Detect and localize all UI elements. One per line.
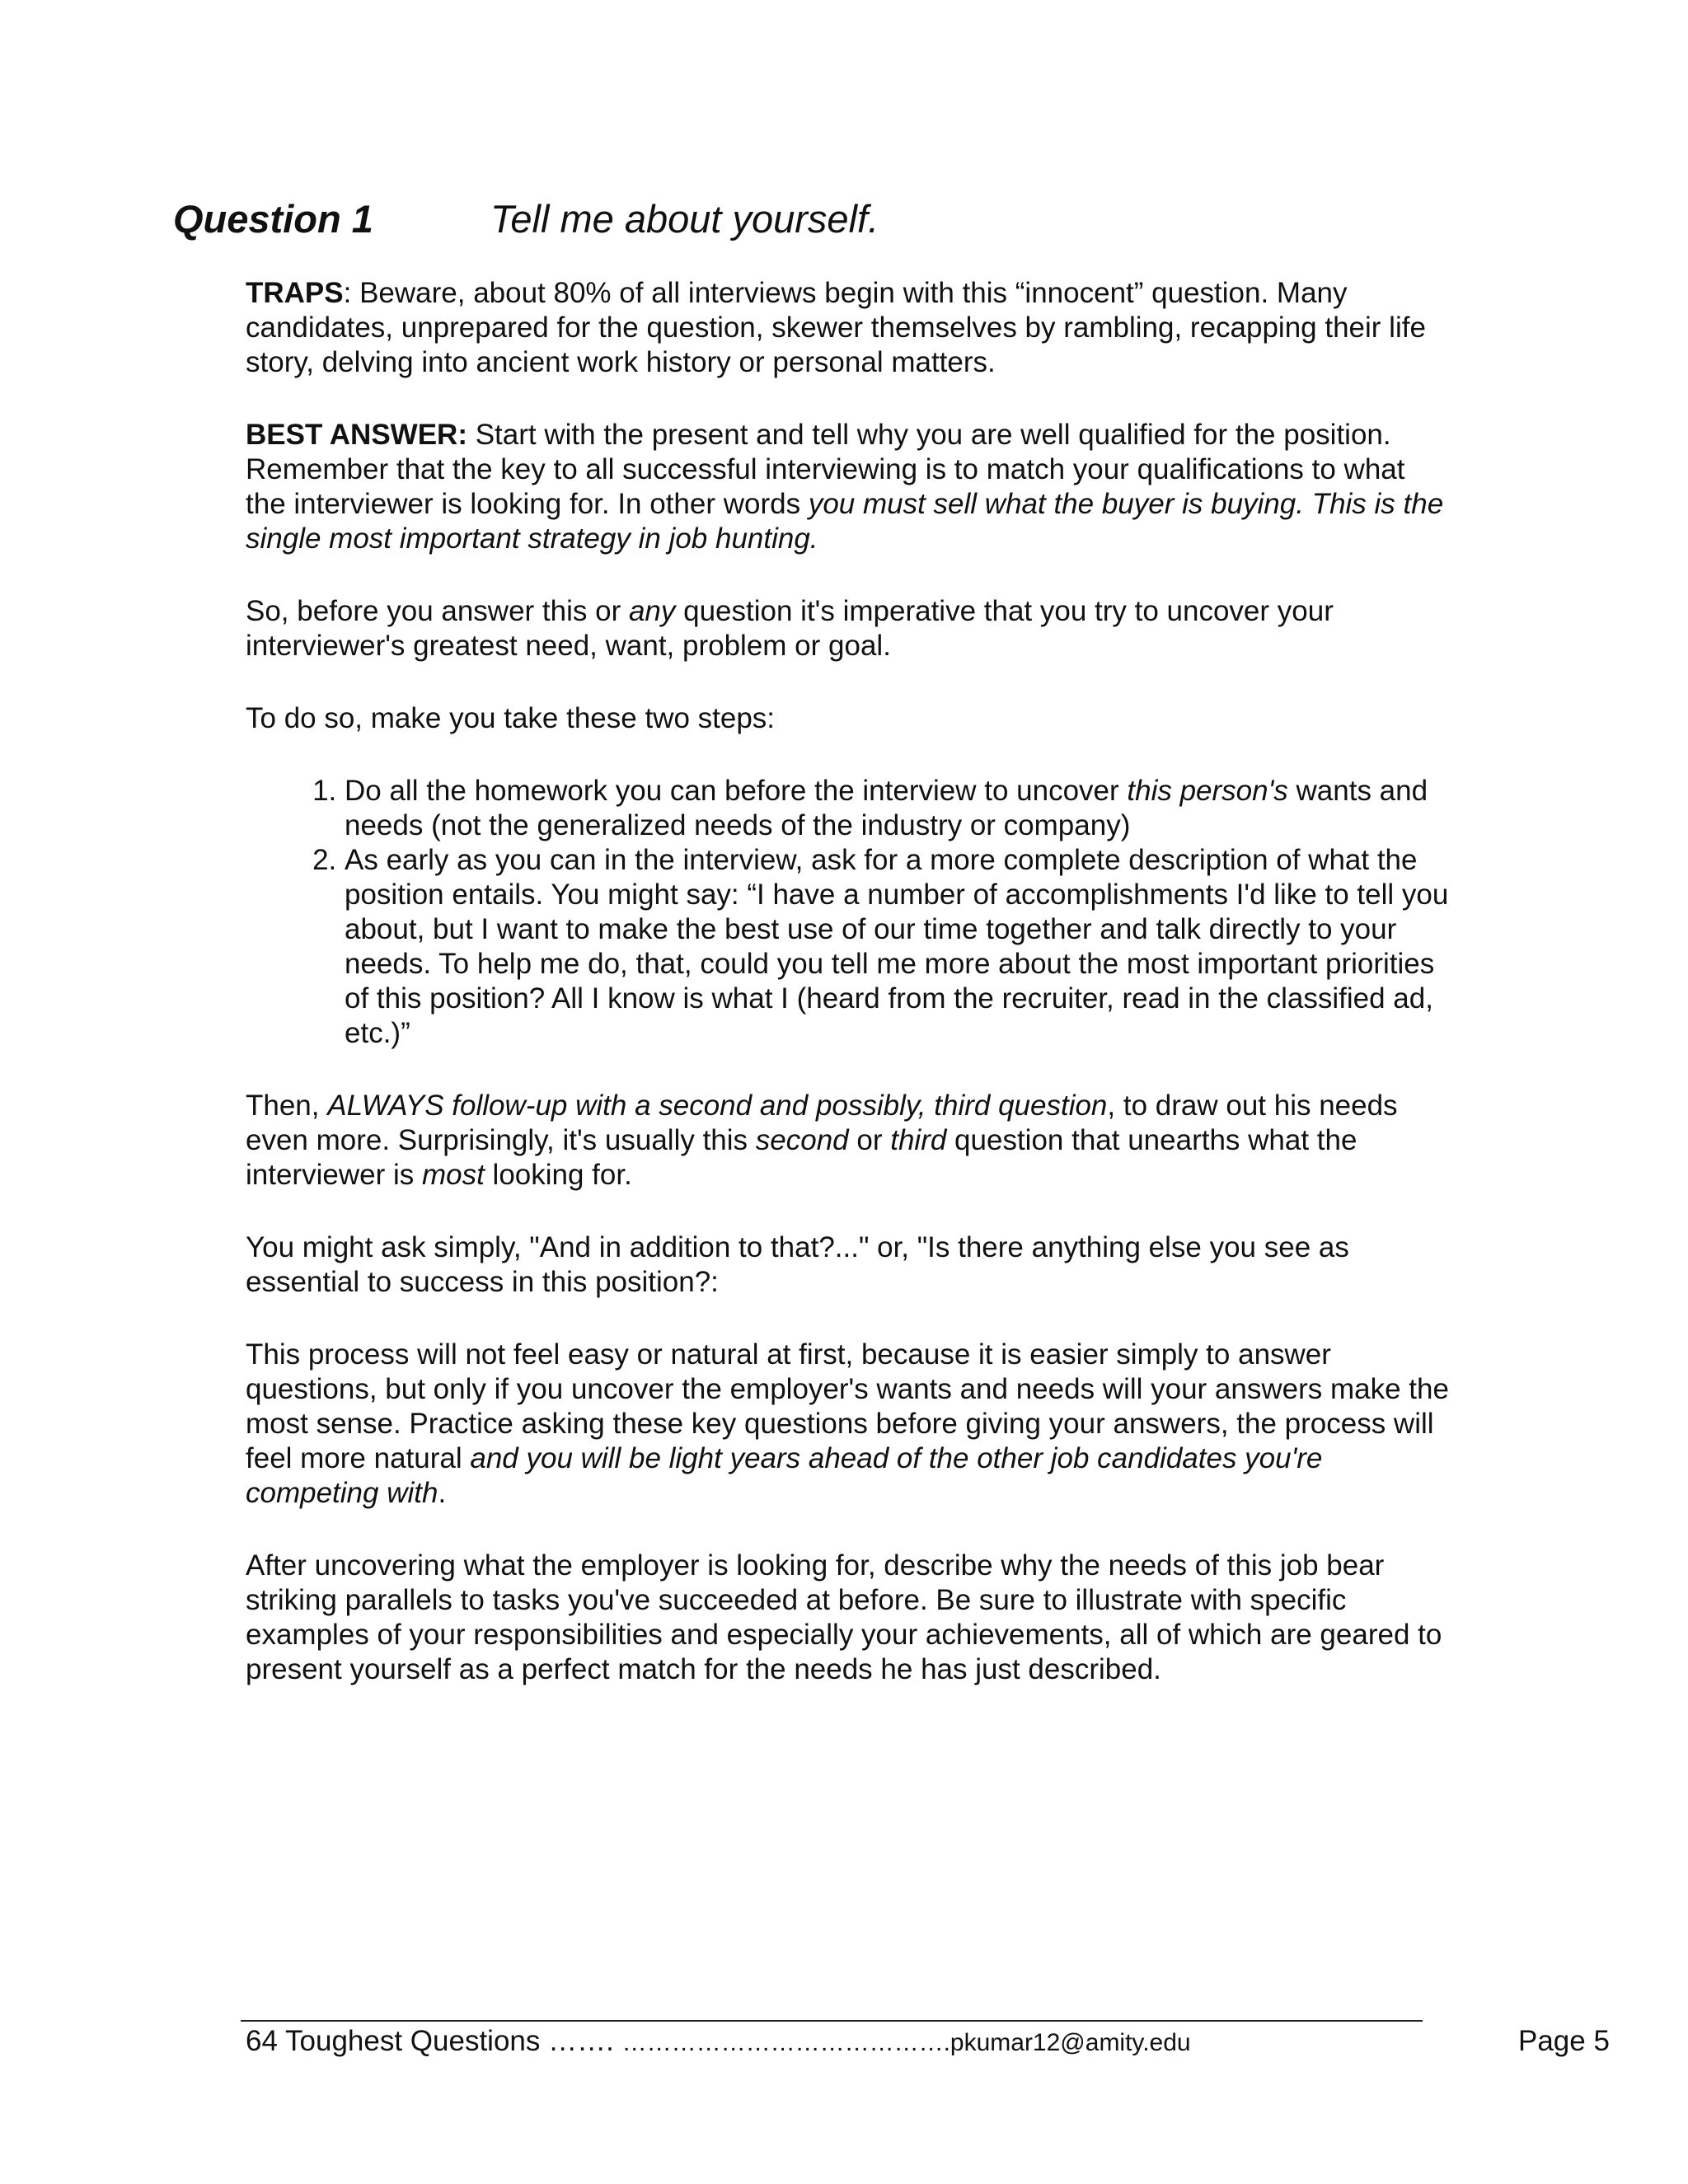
step-item bbox=[345, 774, 1449, 843]
footer-text bbox=[246, 2023, 1191, 2061]
best-answer-label: BEST ANSWER: bbox=[246, 419, 467, 451]
traps-text: : Beware, about 80% of all interviews begin with this “innocent” question. Many candidates, unprepared for the question, skewer themselves by rambling, recapping their life story, delving into ancient work history or personal matters. bbox=[246, 277, 1426, 378]
step-item bbox=[345, 843, 1449, 1051]
after-paragraph: After uncovering what the employer is looking for, describe why the needs of this job bear striking parallels to tasks you've succeeded at before. Be sure to illustrate with specific examples of your responsibilities and especially your achievements, all of which are geared to present yourself as a perfect match for the needs he has just described. bbox=[246, 1549, 1442, 1685]
best-answer-paragraph bbox=[246, 418, 1449, 556]
ask-paragraph: You might ask simply, "And in addition to that?..." or, "Is there anything else you see as essential to success in this position?: bbox=[246, 1231, 1349, 1298]
follow-up-third: third bbox=[890, 1124, 947, 1156]
follow-up-text-c: , to draw out his needs even more. Surprisingly, it's usually this bbox=[246, 1090, 1398, 1156]
answer-body bbox=[246, 276, 1449, 1725]
process-emphasis: and you will be light years ahead of the other job candidates you're competing with bbox=[246, 1442, 1323, 1509]
before-answer-text-a: So, before you answer this or bbox=[246, 595, 629, 627]
footer-divider bbox=[241, 2020, 1423, 2022]
follow-up-second: second bbox=[755, 1124, 849, 1156]
process-text-c: . bbox=[438, 1477, 447, 1509]
before-answer-text-c: question it's imperative that you try to uncover your interviewer's greatest need, want, problem or goal. bbox=[246, 595, 1334, 662]
footer-title: 64 Toughest Questions ……. bbox=[246, 2025, 622, 2057]
follow-up-most: most bbox=[421, 1159, 485, 1191]
traps-paragraph bbox=[246, 276, 1449, 380]
step-one-text-a: Do all the homework you can before the interview to uncover bbox=[345, 775, 1128, 807]
step-one-emphasis: this person's bbox=[1127, 775, 1288, 807]
traps-label: TRAPS bbox=[246, 277, 344, 309]
step-two-text: As early as you can in the interview, ask for a more complete description of what the position entails. You might say: “I have a number of accomplishments I'd like to tell you about, but I want to make the best use of our time together and talk directly to your needs. To help me do, that, could you tell me more about the most important priorities of this position? All I know is what I (heard from the recruiter, read in the classified ad, etc.)” bbox=[345, 844, 1449, 1049]
page-number: Page 5 bbox=[1518, 2025, 1610, 2057]
question-heading bbox=[173, 194, 879, 244]
question-title: Tell me about yourself. bbox=[490, 197, 879, 241]
process-paragraph bbox=[246, 1338, 1449, 1511]
step-one-text-c: wants and needs (not the generalized needs of the industry or company) bbox=[345, 775, 1428, 841]
steps-intro-paragraph: To do so, make you take these two steps: bbox=[246, 702, 776, 734]
follow-up-text-e: or bbox=[848, 1124, 891, 1156]
follow-up-text-g: question that unearths what the interviewer is bbox=[246, 1124, 1357, 1191]
footer-email: ………………………………….pkumar12@amity.edu bbox=[621, 2029, 1191, 2056]
follow-up-emphasis: ALWAYS follow-up with a second and possibly, third question bbox=[327, 1090, 1108, 1122]
best-answer-text: Start with the present and tell why you are well qualified for the position. Remember that the key to all successful interviewing is to match your qualifications to what the interviewer is looking for. In other words bbox=[246, 419, 1405, 520]
follow-up-paragraph bbox=[246, 1089, 1449, 1193]
before-answer-emphasis: any bbox=[628, 595, 676, 627]
steps-list bbox=[246, 774, 1449, 1051]
before-answer-paragraph bbox=[246, 594, 1449, 663]
follow-up-text-i: looking for. bbox=[484, 1159, 632, 1191]
process-text-a: This process will not feel easy or natural at first, because it is easier simply to answer questions, but only if you uncover the employer's wants and needs will your answers make the most sense. Practice asking these key questions before giving your answers, the process will feel more natural bbox=[246, 1338, 1449, 1474]
best-answer-emphasis: you must sell what the buyer is buying. This is the single most important strategy in job hunting. bbox=[246, 488, 1444, 555]
follow-up-text-a: Then, bbox=[246, 1090, 328, 1122]
question-label: Question 1 bbox=[173, 197, 373, 241]
